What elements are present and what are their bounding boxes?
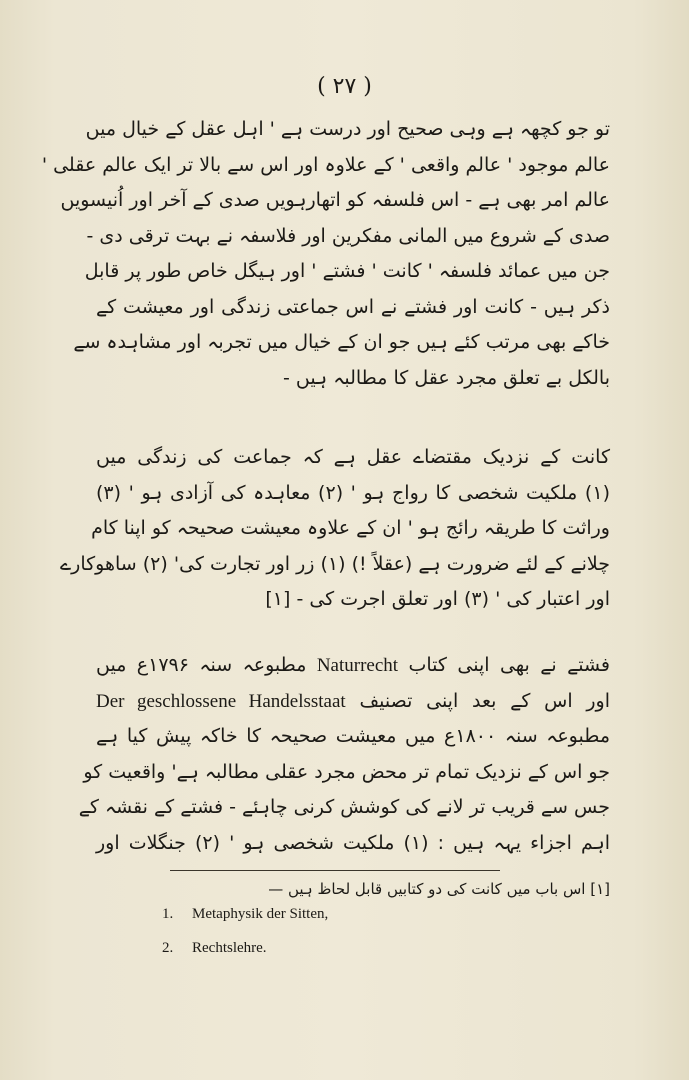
text-line: اہم اجزاء یہہ ہیں : (۱) ملکیت شخصی ہو ' (۲) جنگلات اور xyxy=(96,831,610,854)
text-line xyxy=(96,684,610,720)
text-segment: مطبوعہ سنہ ۱۷۹۶ع میں xyxy=(96,654,307,676)
text-line: صدی کے شروع میں المانی مفکرین اور فلاسفہ نے بہت ترقی دی - xyxy=(86,224,610,247)
text-segment: اور اس کے بعد اپنی تصنیف xyxy=(359,689,610,712)
text-line: مطبوعہ سنہ ۱۸۰۰ع میں معیشت صحیحہ کا خاکہ پیش کیا ہے xyxy=(96,725,610,747)
text-line: جس سے قریب تر لانے کی کوشش کرنی چاہئے - فشتے کے نقشہ کے xyxy=(78,796,610,818)
text-line: تو جو کچھہ ہے وہی صحیح اور درست ہے ' اہل عقل کے خیال میں xyxy=(85,118,610,140)
footnote-item-number: 1. xyxy=(162,906,174,922)
footnote-item xyxy=(162,938,267,958)
text-line: اور اعتبار کی ' (۳) اور تعلق اجرت کی - [۱] xyxy=(265,588,610,610)
text-line: عالم امر بھی ہے - اس فلسفہ کو اتھارہویں صدی کے آخر اور اُنیسویں xyxy=(60,189,610,211)
text-line: بالکل بے تعلق مجرد عقل کا مطالبہ ہیں - xyxy=(282,366,610,389)
paragraph-3 xyxy=(78,648,610,861)
paragraph-1 xyxy=(41,112,610,396)
footnote-item-text: Rechtslehre. xyxy=(192,940,267,956)
footnote-item xyxy=(162,904,328,924)
text-segment: فشتے نے بھی اپنی کتاب xyxy=(408,654,610,676)
footnote-item-number: 2. xyxy=(162,940,174,956)
book-title-handelsstaat: Der geschlossene Handelsstaat xyxy=(96,690,346,712)
text-line: خاکے بھی مرتب کئے ہیں جو ان کے خیال میں تجربہ اور مشاہدہ سے xyxy=(73,331,610,353)
footnote-heading: [۱] اس باب میں کانت کی دو کتابیں قابل لحاظ ہیں — xyxy=(268,880,610,898)
text-line: کانت کے نزدیک مقتضاے عقل ہے کہ جماعت کی زندگی میں xyxy=(96,446,610,468)
text-line: عالم موجود ' عالم واقعی ' کے علاوہ اور اس سے بالا تر ایک عالم عقلی ' xyxy=(41,153,610,176)
text-line: جن میں عمائد فلسفہ ' کانت ' فشتے ' اور ہیگل خاص طور پر قابل xyxy=(84,260,610,282)
text-line: ذکر ہیں - کانت اور فشتے نے اس جماعتی زندگی اور معیشت کے xyxy=(96,295,610,318)
text-line: وراثت کا طریقہ رائج ہو ' ان کے علاوہ معیشت صحیحہ کو اپنا کام xyxy=(91,517,610,539)
paragraph-2 xyxy=(60,440,610,618)
text-line xyxy=(96,648,610,684)
book-title-naturrecht: Naturrecht xyxy=(316,655,399,676)
footnote-divider xyxy=(170,870,500,871)
text-line: چلانے کے لئے ضرورت ہے (عقلاً !) (۱) زر اور تجارت کی' (۲) ساھوکارے xyxy=(60,552,610,575)
page-number: ( ۲۷ ) xyxy=(317,74,372,99)
text-line: جو اس کے نزدیک تمام تر محض مجرد عقلی مطالبہ ہے' واقعیت کو xyxy=(83,760,610,783)
text-line: (۱) ملکیت شخصی کا رواج ہو ' (۲) معاہدہ کی آزادی ہو ' (۳) xyxy=(96,481,610,504)
footnote-item-text: Metaphysik der Sitten, xyxy=(192,906,329,922)
